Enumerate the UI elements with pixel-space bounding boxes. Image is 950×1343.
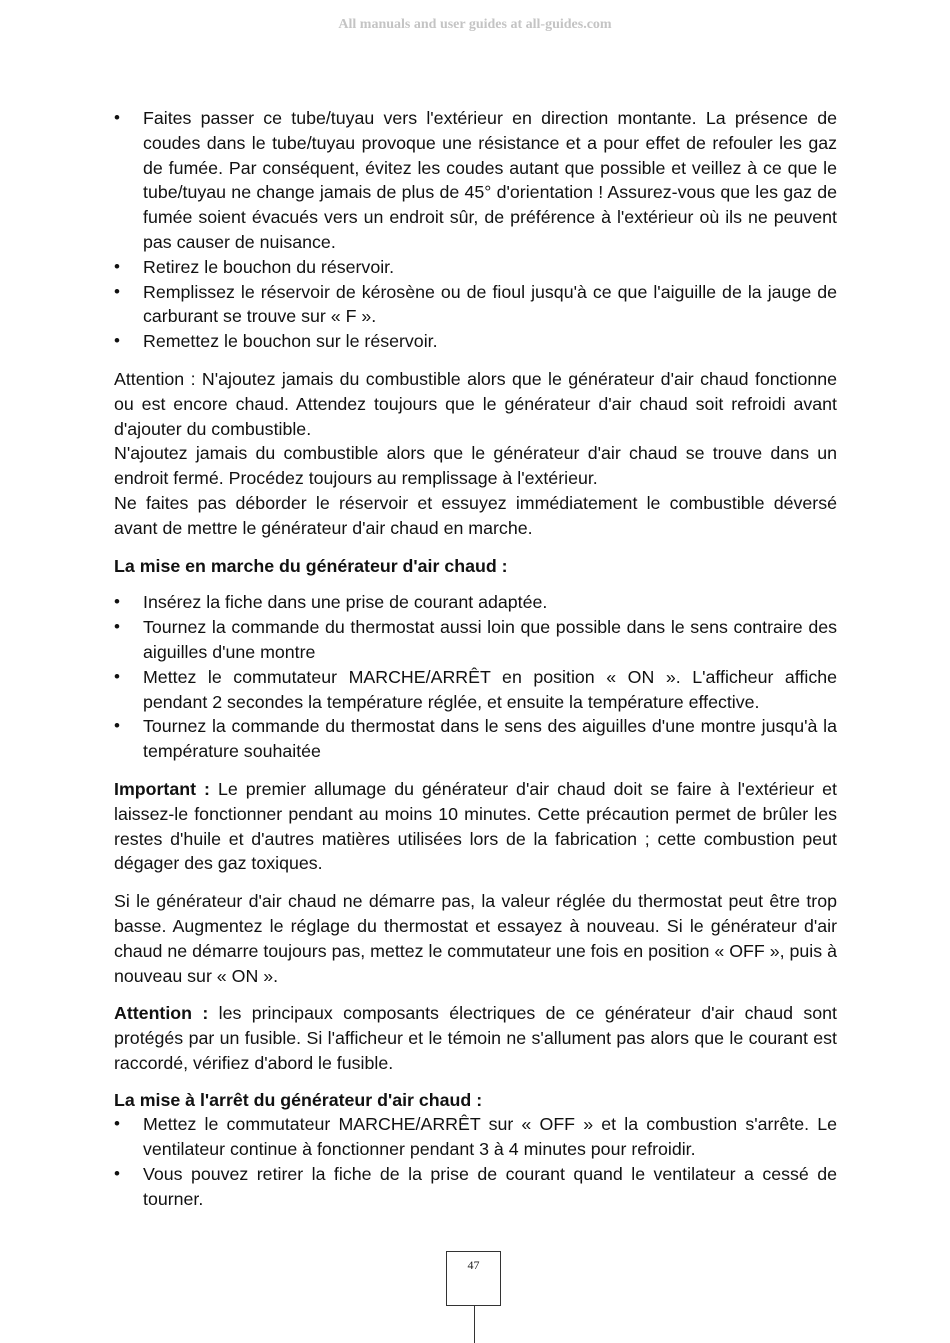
list-item-text: Remplissez le réservoir de kérosène ou de fioul jusqu'à ce que l'aiguille de la jauge de carburant se trouve sur « F ».: [143, 281, 837, 327]
list-item-text: Insérez la fiche dans une prise de courant adaptée.: [143, 592, 548, 613]
page-content: [114, 106, 837, 1212]
list-item-text: Retirez le bouchon du réservoir.: [143, 256, 395, 277]
attention-paragraph-2: N'ajoutez jamais du combustible alors que le générateur d'air chaud se trouve dans un endroit fermé. Procédez toujours au remplissage à l'extérieur.: [114, 443, 837, 489]
bullet-icon: •: [114, 617, 120, 637]
section-heading-start: La mise en marche du générateur d'air chaud :: [114, 555, 508, 576]
bullet-icon: •: [114, 108, 120, 127]
list-item: [114, 714, 837, 764]
list-item: [114, 615, 837, 665]
list-item: [114, 255, 837, 280]
page-number-divider: [474, 1306, 475, 1343]
page-number-box: [446, 1251, 501, 1306]
bullet-icon: •: [114, 256, 120, 276]
bullet-icon: •: [114, 666, 120, 686]
page-number: 47: [467, 1258, 480, 1272]
start-list: [114, 590, 837, 764]
attention-paragraph-1: Attention : N'ajoutez jamais du combustible alors que le générateur d'air chaud fonctionne ou est encore chaud. Attendez toujours que le générateur d'air chaud soit refroidi avant d'ajouter du combustible.: [114, 368, 837, 439]
important-paragraph: [114, 777, 837, 876]
bullet-icon: •: [114, 592, 120, 612]
list-item: [114, 665, 837, 715]
list-item: [114, 106, 837, 255]
section-heading-stop: La mise à l'arrêt du générateur d'air chaud :: [114, 1089, 483, 1110]
list-item: [114, 1112, 837, 1162]
bullet-icon: •: [114, 281, 120, 301]
no-start-paragraph: Si le générateur d'air chaud ne démarre pas, la valeur réglée du thermostat peut être trop basse. Augmentez le réglage du thermostat et essayez à nouveau. Si le générateur d'air chaud ne démarre toujours pas, mettez le commutateur une fois en position « OFF », puis à nouveau sur « ON ».: [114, 891, 837, 986]
list-item: [114, 1162, 837, 1212]
stop-list: [114, 1112, 837, 1211]
bullet-icon: •: [114, 1114, 120, 1134]
list-item-text: Faites passer ce tube/tuyau vers l'extérieur en direction montante. La présence de coudes dans le tube/tuyau provoque une résistance et a pour effet de refouler les gaz de fumée. Par conséquent, évitez les coudes autant que possible et veillez à ce que le tube/tuyau ne change jamais de plus de 45° d'orientation ! Assurez-vous que les gaz de fumée soient évacués vers un endroit sûr, de préférence à l'extérieur où ils ne peuvent pas causer de nuisance.: [143, 108, 837, 252]
list-item-text: Mettez le commutateur MARCHE/ARRÊT en position « ON ». L'afficheur affiche pendant 2 secondes la température réglée, et ensuite la température effective.: [143, 666, 837, 712]
important-text: Le premier allumage du générateur d'air chaud doit se faire à l'extérieur et laissez-le fonctionner pendant au moins 10 minutes. Cette précaution permet de brûler les restes d'huile et d'autres matières utilisées lors de la fabrication ; cette combustion peut dégager des gaz toxiques.: [114, 778, 837, 874]
list-item: [114, 590, 837, 615]
list-item-text: Mettez le commutateur MARCHE/ARRÊT sur « OFF » et la combustion s'arrête. Le ventilateur continue à fonctionner pendant 3 à 4 minutes pour refroidir.: [143, 1114, 837, 1160]
list-item-text: Tournez la commande du thermostat dans le sens des aiguilles d'une montre jusqu'à la température souhaitée: [143, 716, 837, 762]
attention-label: Attention :: [114, 1003, 209, 1024]
list-item-text: Remettez le bouchon sur le réservoir.: [143, 331, 438, 352]
attention-text: les principaux composants électriques de ce générateur d'air chaud sont protégés par un fusible. Si l'afficheur et le témoin ne s'allument pas alors que le courant est raccordé, vérifiez d'abord le fusible.: [114, 1003, 837, 1073]
bullet-icon: •: [114, 1164, 120, 1184]
list-item-text: Vous pouvez retirer la fiche de la prise de courant quand le ventilateur a cessé de tourner.: [143, 1164, 837, 1209]
bullet-icon: •: [114, 331, 120, 351]
attention-fuse-paragraph: [114, 1001, 837, 1075]
preparation-list: [114, 106, 837, 354]
list-item: [114, 329, 837, 354]
important-label: Important :: [114, 778, 210, 799]
watermark: All manuals and user guides at all-guides.com: [338, 17, 612, 32]
list-item-text: Tournez la commande du thermostat aussi loin que possible dans le sens contraire des aiguilles d'une montre: [143, 617, 837, 662]
list-item: [114, 280, 837, 330]
attention-paragraph-3: Ne faites pas déborder le réservoir et essuyez immédiatement le combustible déversé avant de mettre le générateur d'air chaud en marche.: [114, 492, 837, 538]
bullet-icon: •: [114, 716, 120, 736]
